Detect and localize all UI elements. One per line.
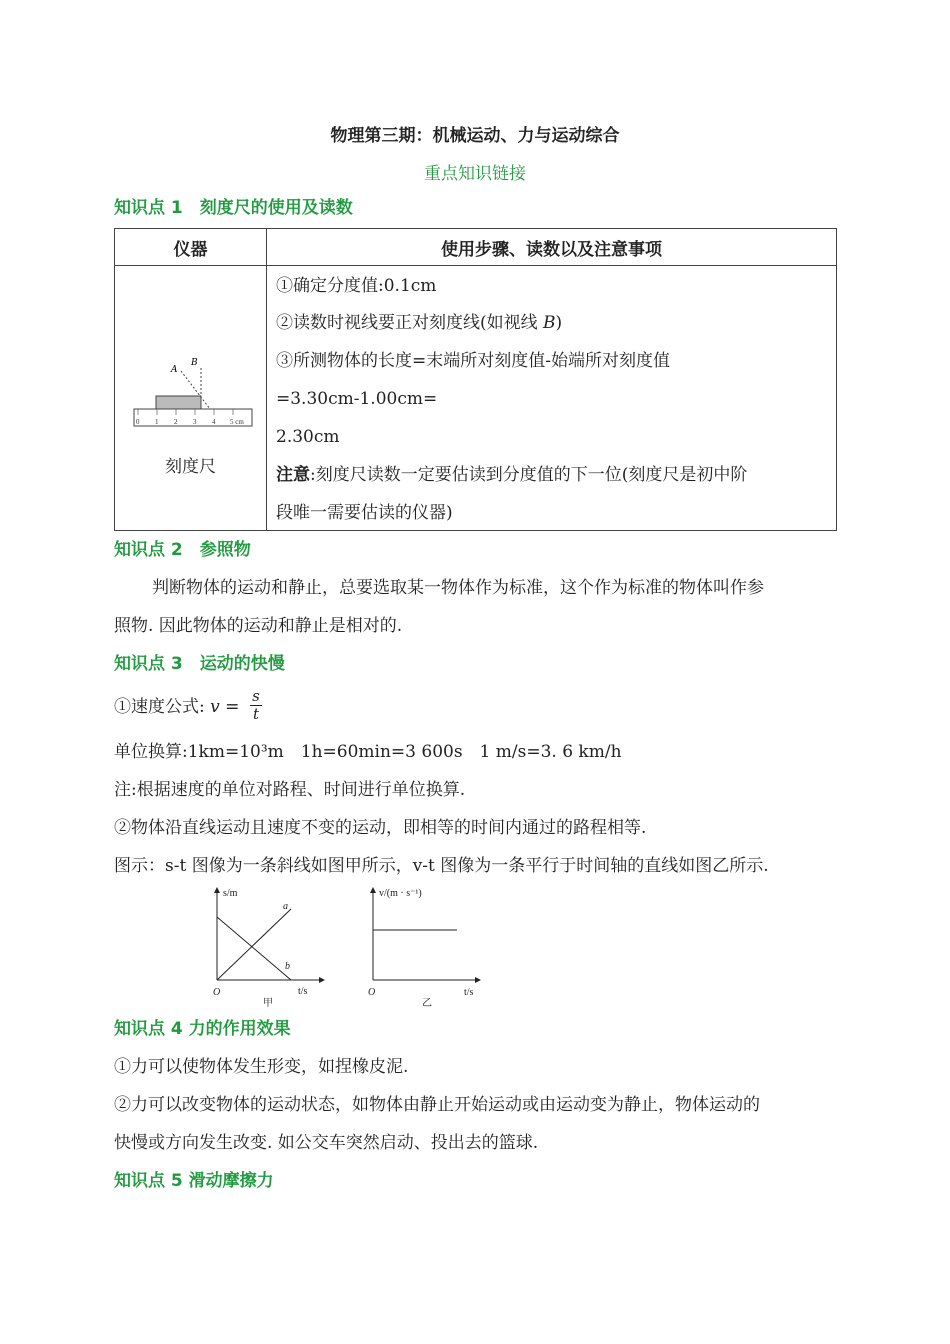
ruler-tick-label: 5 cm bbox=[230, 418, 244, 426]
formula-v: v bbox=[210, 697, 220, 717]
kp2-paragraph-2: 照物. 因此物体的运动和静止是相对的. bbox=[114, 616, 403, 636]
vt-ylabel: v/(m · s⁻¹) bbox=[379, 888, 422, 899]
kp4-point-2-cont: 快慢或方向发生改变. 如公交车突然启动、投出去的篮球. bbox=[114, 1133, 539, 1153]
step-3: ③所测物体的长度=末端所对刻度值-始端所对刻度值 bbox=[276, 351, 670, 371]
motion-graphs bbox=[200, 880, 490, 1010]
ruler-table bbox=[114, 228, 837, 531]
formula-numerator: s bbox=[250, 688, 262, 706]
step-2-var: B bbox=[543, 313, 556, 333]
unit-conversion: 单位换算:1km=10³m 1h=60min=3 600s 1 m/s=3. 6 km/h bbox=[114, 742, 622, 762]
kp5-heading: 知识点 5 滑动摩擦力 bbox=[114, 1171, 274, 1191]
col-instrument: 仪器 bbox=[115, 229, 267, 266]
st-line-b bbox=[217, 917, 291, 980]
ruler-tick-label: 4 bbox=[212, 418, 216, 426]
step-3-calc: =3.30cm-1.00cm= bbox=[276, 389, 438, 409]
formula-denominator: t bbox=[252, 705, 260, 723]
kp3-figure-desc: 图示：s-t 图像为一条斜线如图甲所示，v-t 图像为一条平行于时间轴的直线如图乙所示. bbox=[114, 856, 769, 876]
vt-origin: O bbox=[368, 987, 376, 998]
st-label-b: b bbox=[285, 961, 290, 972]
vt-caption: 乙 bbox=[422, 998, 432, 1009]
note-label: 注意 bbox=[276, 465, 310, 485]
step-1: ①确定分度值:0.1cm bbox=[276, 276, 437, 296]
st-origin: O bbox=[213, 987, 221, 998]
ruler-tick-label: 1 bbox=[155, 418, 159, 426]
instrument-cell bbox=[115, 266, 267, 531]
formula-label: ①速度公式: bbox=[114, 697, 205, 717]
section-subtitle: 重点知识链接 bbox=[424, 164, 526, 184]
kp3-note: 注:根据速度的单位对路程、时间进行单位换算. bbox=[114, 780, 466, 800]
col-steps: 使用步骤、读数以及注意事项 bbox=[267, 229, 837, 266]
ruler-tick-label: 0 bbox=[136, 418, 140, 426]
speed-formula bbox=[114, 696, 239, 718]
ruler-tick-label: 2 bbox=[174, 418, 178, 426]
instrument-name: 刻度尺 bbox=[165, 457, 216, 477]
kp3-heading: 知识点 3 运动的快慢 bbox=[114, 654, 285, 674]
st-xlabel: t/s bbox=[298, 986, 308, 997]
kp1-heading: 知识点 1 刻度尺的使用及读数 bbox=[114, 198, 353, 218]
kp2-heading: 知识点 2 参照物 bbox=[114, 540, 251, 560]
note bbox=[276, 464, 747, 486]
ruler-tick-label: 3 bbox=[193, 418, 197, 426]
st-label-a: a bbox=[283, 901, 288, 912]
note-text-2: 段唯一需要估读的仪器) bbox=[276, 503, 453, 523]
kp2-paragraph: 判断物体的运动和静止，总要选取某一物体作为标准，这个作为标准的物体叫作参 bbox=[152, 578, 764, 598]
st-line-a bbox=[217, 909, 291, 980]
page-title: 物理第三期：机械运动、力与运动综合 bbox=[330, 126, 620, 146]
note-text: :刻度尺读数一定要估读到分度值的下一位(刻度尺是初中阶 bbox=[310, 465, 748, 485]
kp3-point-2: ②物体沿直线运动且速度不变的运动，即相等的时间内通过的路程相等. bbox=[114, 818, 647, 838]
step-2-end: ) bbox=[555, 313, 563, 333]
kp4-point-2: ②力可以改变物体的运动状态，如物体由静止开始运动或由运动变为静止，物体运动的 bbox=[114, 1095, 760, 1115]
st-ylabel: s/m bbox=[223, 888, 238, 899]
kp4-heading: 知识点 4 力的作用效果 bbox=[114, 1019, 291, 1039]
eye-label-a: A bbox=[171, 365, 178, 375]
st-caption: 甲 bbox=[263, 998, 273, 1009]
step-2-text: ②读数时视线要正对刻度线(如视线 bbox=[276, 313, 544, 333]
vt-xlabel: t/s bbox=[464, 987, 474, 998]
step-2 bbox=[276, 312, 562, 334]
step-3-result: 2.30cm bbox=[276, 427, 340, 447]
ruler-figure bbox=[131, 356, 261, 436]
formula-fraction bbox=[250, 688, 262, 723]
kp4-point-1: ①力可以使物体发生形变，如捏橡皮泥. bbox=[114, 1057, 409, 1077]
formula-eq: = bbox=[225, 697, 240, 717]
eye-label-b: B bbox=[191, 358, 198, 368]
